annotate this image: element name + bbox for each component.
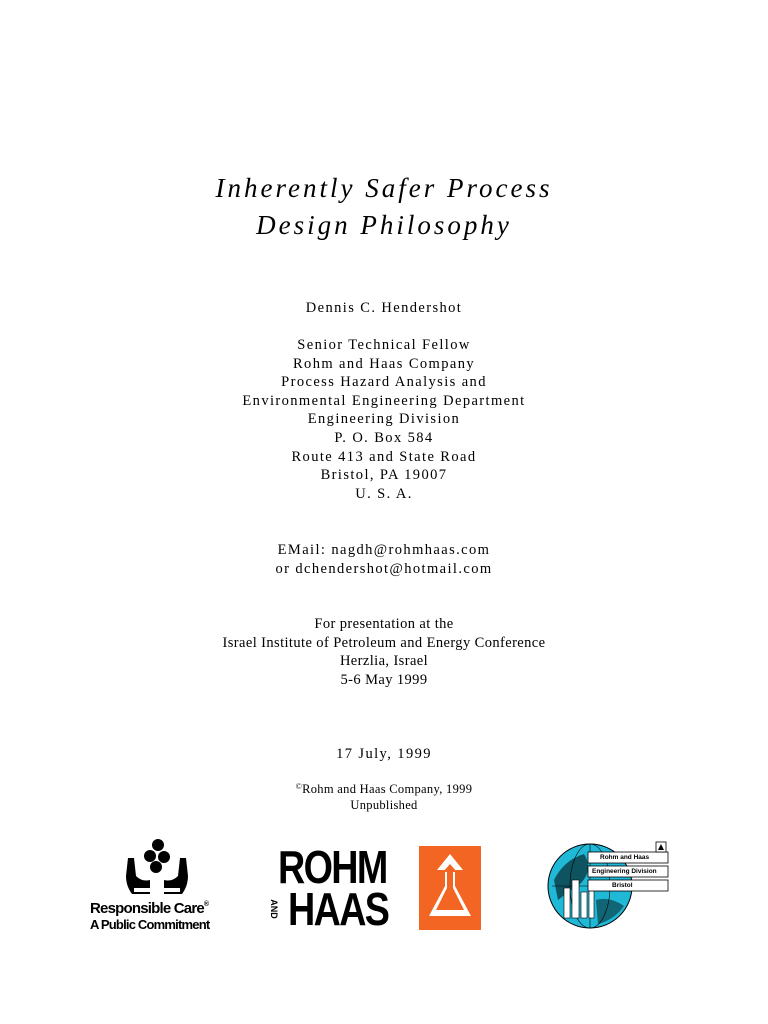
title-line-1: Inherently Safer Process	[215, 173, 553, 203]
presentation-line-3: Herzlia, Israel	[339, 653, 429, 670]
presentation-line-2: Israel Institute of Petroleum and Energy Conference	[222, 634, 546, 651]
affiliation-line: Route 413 and State Road	[291, 448, 477, 465]
document-date-text: 17 July, 1999	[336, 746, 432, 762]
hands-globe-icon	[122, 836, 192, 900]
flask-arrow-icon	[419, 846, 481, 930]
copyright-block	[0, 779, 768, 813]
ed-label-line-3: Bristol	[612, 882, 633, 889]
copyright-symbol: ©	[295, 782, 303, 791]
email-line-1: EMail: nagdh@rohmhaas.com	[277, 542, 491, 558]
copyright-line-1: Rohm and Haas Company, 1999	[302, 782, 473, 796]
responsible-care-name: Responsible Care®	[90, 900, 209, 917]
presentation-block	[0, 615, 768, 689]
author-name-text: Dennis C. Hendershot	[305, 300, 463, 316]
affiliation-line: U. S. A.	[355, 485, 413, 502]
affiliation-line: Senior Technical Fellow	[297, 337, 471, 353]
affiliation-line: Bristol, PA 19007	[320, 467, 448, 484]
rohm-word: ROHM	[278, 841, 387, 893]
haas-word: HAAS	[288, 883, 389, 935]
affiliation-block	[0, 336, 768, 503]
document-date	[0, 745, 768, 764]
affiliation-line: Engineering Division	[307, 411, 461, 428]
ed-label-line-1: Rohm and Haas	[600, 854, 650, 861]
ed-label-line-2: Engineering Division	[592, 868, 657, 875]
copyright-line-2: Unpublished	[350, 798, 418, 812]
email-block	[0, 541, 768, 578]
presentation-line-4: 5-6 May 1999	[340, 671, 428, 688]
affiliation-line: Environmental Engineering Department	[242, 392, 526, 409]
responsible-care-tagline: A Public Commitment	[90, 917, 210, 932]
document-title	[0, 170, 768, 244]
email-line-2: or dchendershot@hotmail.com	[275, 560, 493, 577]
affiliation-line: Process Hazard Analysis and	[281, 374, 487, 391]
title-line-2: Design Philosophy	[256, 210, 512, 240]
presentation-line-1: For presentation at the	[314, 616, 454, 632]
author-name	[0, 299, 768, 318]
and-word: AND	[268, 899, 279, 919]
affiliation-line: P. O. Box 584	[334, 429, 434, 446]
rohm-and-haas-logo	[268, 841, 483, 935]
flask-emblem	[419, 846, 481, 930]
responsible-care-logo	[90, 836, 220, 936]
affiliation-line: Rohm and Haas Company	[292, 355, 476, 372]
engineering-division-logo	[544, 840, 676, 932]
